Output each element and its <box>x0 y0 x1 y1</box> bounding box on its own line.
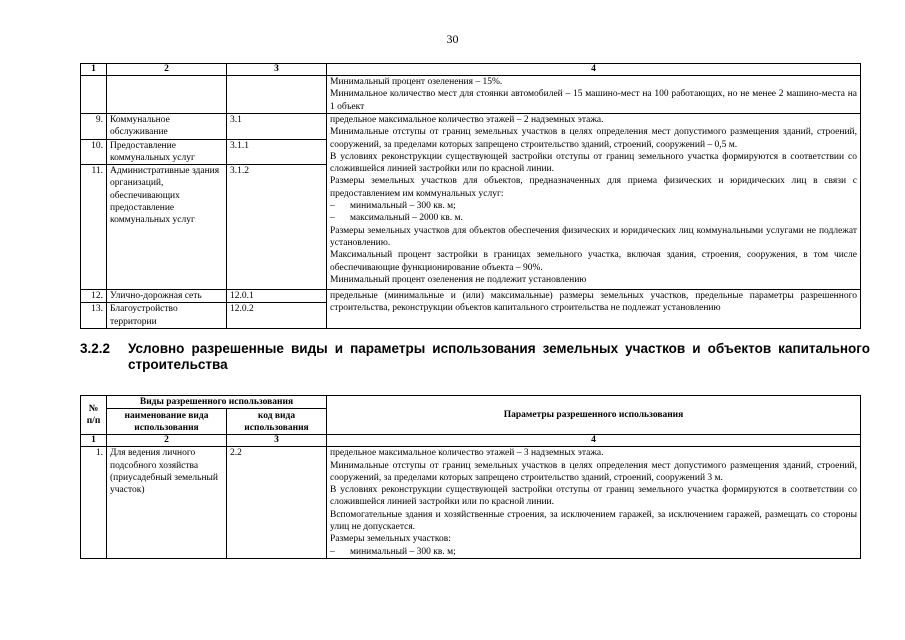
use-parameters <box>327 76 861 114</box>
param-list-item <box>330 200 857 212</box>
use-code: 3.1.2 <box>227 165 327 290</box>
use-parameters <box>327 447 861 559</box>
use-name: Улично-дорожная сеть <box>107 290 227 303</box>
param-list-text: максимальный – 2000 кв. м. <box>350 213 463 224</box>
col-number: 4 <box>327 64 861 76</box>
table-row <box>81 447 861 559</box>
col-number: 3 <box>227 435 327 447</box>
param-line: В условиях реконструкции существующей застройки отступы от границ земельного участка формируются в соответствии со сложившейся линией застройки или по красной линии. <box>330 485 857 508</box>
col-number: 1 <box>81 435 107 447</box>
section-number: 3.2.2 <box>80 341 111 356</box>
column-numbers-row <box>81 64 861 76</box>
param-list-text: минимальный – 300 кв. м; <box>350 546 456 557</box>
permitted-uses-table-continued <box>80 63 861 329</box>
row-number: 12. <box>81 290 107 303</box>
use-name: Для ведения личного подсобного хозяйства (приусадебный земельный участок) <box>107 447 227 559</box>
param-line: Вспомогательные здания и хозяйственные строения, за исключением гаражей, за исключением гаражей, размещать со стороны улиц не допускается. <box>330 509 857 533</box>
param-line: Максимальный процент застройки в границах земельного участка, включая здания, строения, сооружения, в том числе обеспечивающие функционирование объекта – 90%. <box>330 250 857 273</box>
dash-marker: – <box>330 213 335 224</box>
param-line: Размеры земельных участков: <box>330 534 451 545</box>
row-number: 13. <box>81 303 107 329</box>
param-line: В условиях реконструкции существующей застройки отступы от границ земельного участка формируются в соответствии со сложившейся линией застройки или по красной линии. <box>330 151 857 175</box>
col-number: 3 <box>227 64 327 76</box>
use-code: 12.0.2 <box>227 303 327 329</box>
use-code: 12.0.1 <box>227 290 327 303</box>
column-numbers-row <box>81 435 861 447</box>
header-use-code: код вида использования <box>227 409 327 435</box>
row-number: 1. <box>81 447 107 559</box>
param-line: Минимальные отступы от границ земельных участков в целях определения мест допустимого размещения зданий, строений, сооружений, за пределами которых запрещено строительство зданий, строений, сооружений 3 м. <box>330 460 857 483</box>
table-row <box>81 114 861 140</box>
param-line: Размеры земельных участков для объектов, предназначенных для приема физических и юридических лиц в связи с предоставлением им коммунальных услуг: <box>330 176 857 199</box>
header-row-number: № п/п <box>81 396 107 435</box>
header-uses-group: Виды разрешенного использования <box>107 396 327 409</box>
use-code: 2.2 <box>227 447 327 559</box>
param-list-text: минимальный – 300 кв. м; <box>350 201 456 212</box>
section-title: Условно разрешенные виды и параметры использования земельных участков и объектов капитального строительства <box>128 341 870 372</box>
row-number: 11. <box>81 165 107 290</box>
row-number: 9. <box>81 114 107 140</box>
header-parameters: Параметры разрешенного использования <box>327 396 861 435</box>
param-line: предельное максимальное количество этажей – 2 надземных этажа. <box>330 115 604 125</box>
header-use-name: наименование вида использования <box>107 409 227 435</box>
param-line: Минимальный процент озеленения не подлежит установлению <box>330 274 587 285</box>
use-name: Предоставление коммунальных услуг <box>107 139 227 165</box>
col-number: 2 <box>107 435 227 447</box>
param-line: Размеры земельных участков для объектов обеспечения физических и юридических лиц коммунальными услугами не подлежат установлению. <box>330 225 857 248</box>
use-parameters <box>327 114 861 290</box>
col-number: 1 <box>81 64 107 76</box>
page-number: 30 <box>446 32 459 46</box>
use-parameters: предельные (минимальные и (или) максимальные) размеры земельных участков, предельные параметры разрешенного строительства, реконструкции объектов капитального строительства не подлежат установлению <box>327 290 861 329</box>
param-line: Минимальные отступы от границ земельных участков в целях определения мест допустимого размещения зданий, строений, сооружений, за пределами которых запрещено строительство зданий, строений, сооружений – 0,5 м. <box>330 127 857 150</box>
table-row <box>81 76 861 114</box>
header-row <box>81 396 861 409</box>
use-code: 3.1 <box>227 114 327 140</box>
row-number <box>81 76 107 114</box>
col-number: 2 <box>107 64 227 76</box>
section-heading <box>80 341 870 373</box>
use-code <box>227 76 327 114</box>
use-name: Коммунальное обслуживание <box>107 114 227 140</box>
use-code: 3.1.1 <box>227 139 327 165</box>
dash-marker: – <box>330 201 335 212</box>
col-number: 4 <box>327 435 861 447</box>
param-list-item <box>330 546 857 558</box>
use-name <box>107 76 227 114</box>
dash-marker: – <box>330 546 335 557</box>
param-list-item <box>330 212 857 224</box>
param-line: Минимальное количество мест для стоянки автомобилей – 15 машино-мест на 100 работающих, но не менее 2 машино-места на 1 объект <box>330 89 857 112</box>
conditionally-permitted-uses-table <box>80 395 861 559</box>
row-number: 10. <box>81 139 107 165</box>
table-row <box>81 290 861 303</box>
use-name: Благоустройство территории <box>107 303 227 329</box>
param-line: Минимальный процент озеленения – 15%. <box>330 77 503 87</box>
use-name: Административные здания организаций, обеспечивающих предоставление коммунальных услуг <box>107 165 227 290</box>
param-line: предельное максимальное количество этажей – 3 надземных этажа. <box>330 448 604 459</box>
